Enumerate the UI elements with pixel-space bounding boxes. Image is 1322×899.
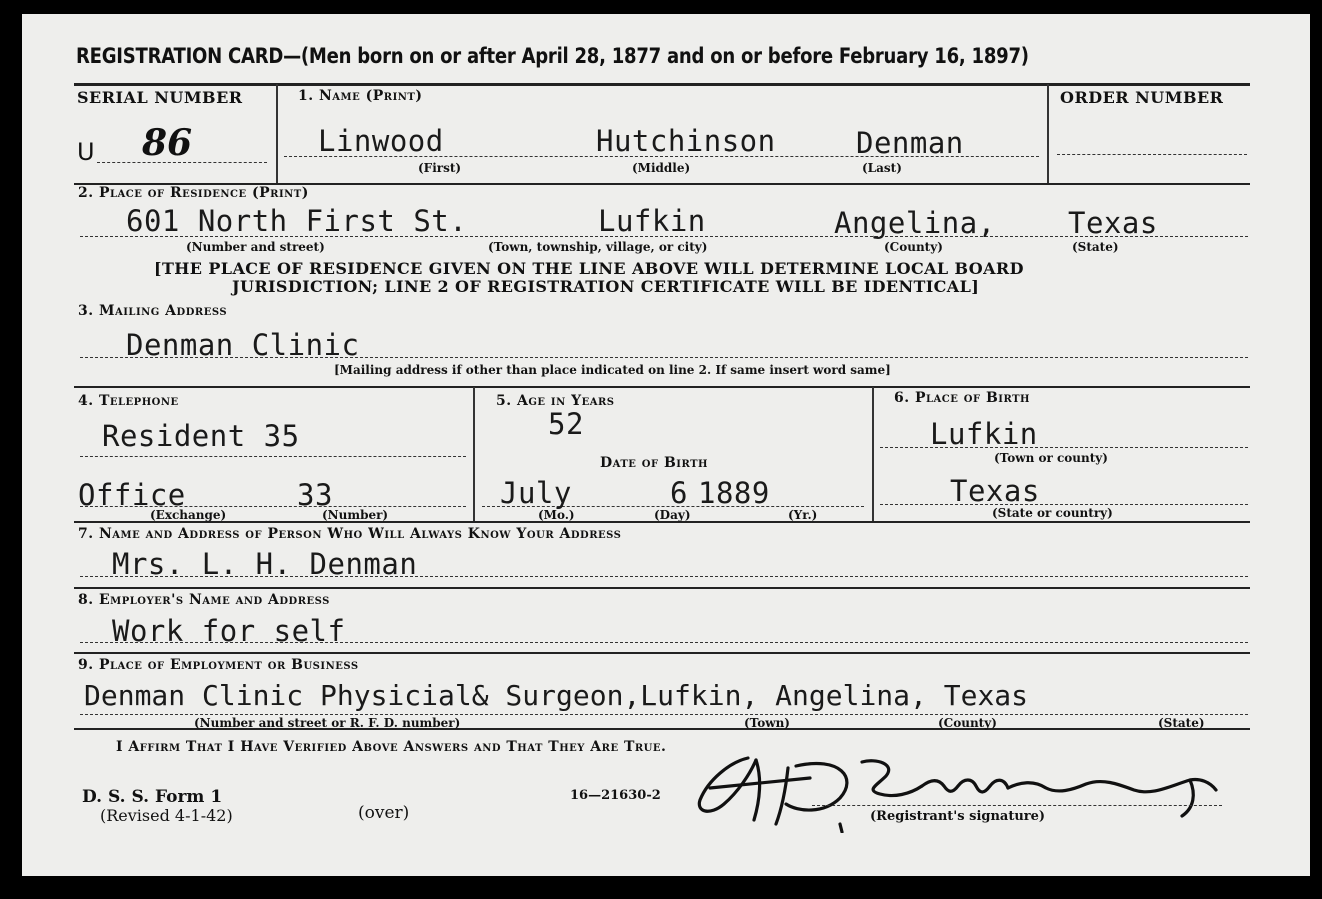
birthplace-state: Texas bbox=[950, 474, 1040, 508]
rule-after-contact bbox=[74, 587, 1250, 589]
card-title: REGISTRATION CARD—(Men born on or after April 28, 1877 and on or before February 16, 1897) bbox=[76, 44, 1029, 68]
residence-town-caption: (Town, township, village, or city) bbox=[488, 240, 708, 254]
contact-value: Mrs. L. H. Denman bbox=[112, 547, 418, 581]
name-first: Linwood bbox=[318, 124, 444, 158]
birthplace-town: Lufkin bbox=[930, 417, 1038, 451]
form-number: D. S. S. Form 1 bbox=[82, 787, 223, 807]
name-last: Denman bbox=[856, 126, 964, 160]
residence-town: Lufkin bbox=[598, 204, 706, 238]
dob-month: July bbox=[500, 476, 572, 510]
serial-value: 86 bbox=[142, 122, 193, 164]
name-middle-caption: (Middle) bbox=[632, 161, 691, 175]
employment-line bbox=[80, 714, 1248, 715]
divider-birth bbox=[872, 387, 874, 521]
telephone-number: 33 bbox=[297, 478, 333, 512]
employment-value: Denman Clinic Physicial& Surgeon,Lufkin, Angelina, Texas bbox=[84, 679, 1029, 712]
name-first-caption: (First) bbox=[418, 161, 462, 175]
telephone-exchange-caption: (Exchange) bbox=[150, 508, 227, 522]
age-label: 5. Age in Years bbox=[496, 393, 615, 409]
residence-county: Angelina, bbox=[834, 206, 996, 240]
contact-label: 7. Name and Address of Person Who Will Always Know Your Address bbox=[78, 526, 622, 542]
name-last-caption: (Last) bbox=[862, 161, 902, 175]
telephone-line1 bbox=[80, 456, 466, 457]
name-middle: Hutchinson bbox=[596, 124, 776, 158]
mailing-caption: [Mailing address if other than place indicated on line 2. If same insert word same] bbox=[334, 363, 891, 377]
employment-street-caption: (Number and street or R. F. D. number) bbox=[194, 716, 461, 730]
signature-line bbox=[812, 805, 1222, 806]
telephone-label: 4. Telephone bbox=[78, 393, 179, 409]
form-revised: (Revised 4-1-42) bbox=[100, 806, 233, 825]
dob-year-caption: (Yr.) bbox=[788, 508, 818, 522]
registration-card bbox=[22, 14, 1310, 876]
telephone-exchange: Office bbox=[78, 478, 186, 512]
employment-state-caption: (State) bbox=[1158, 716, 1205, 730]
rule-after-mailing bbox=[74, 386, 1250, 388]
birthplace-state-caption: (State or country) bbox=[992, 506, 1113, 520]
dob-day: 6 bbox=[670, 476, 688, 510]
age-value: 52 bbox=[548, 407, 584, 441]
over-note: (over) bbox=[358, 803, 410, 823]
serial-prefix: U bbox=[77, 138, 95, 166]
telephone-line1-value: Resident 35 bbox=[102, 419, 300, 453]
rule-top bbox=[74, 83, 1250, 86]
mailing-value: Denman Clinic bbox=[126, 328, 360, 362]
dob-month-caption: (Mo.) bbox=[538, 508, 575, 522]
residence-notice-line1: [THE PLACE OF RESIDENCE GIVEN ON THE LINE ABOVE WILL DETERMINE LOCAL BOARD bbox=[154, 259, 1024, 278]
order-line bbox=[1057, 154, 1247, 155]
residence-state: Texas bbox=[1068, 206, 1158, 240]
residence-county-caption: (County) bbox=[884, 240, 943, 254]
residence-street-caption: (Number and street) bbox=[186, 240, 325, 254]
rule-after-employer bbox=[74, 652, 1250, 654]
order-label: ORDER NUMBER bbox=[1060, 88, 1224, 107]
telephone-number-caption: (Number) bbox=[322, 508, 389, 522]
signature-caption: (Registrant's signature) bbox=[870, 809, 1046, 824]
birthplace-label: 6. Place of Birth bbox=[894, 390, 1030, 406]
employer-label: 8. Employer's Name and Address bbox=[78, 592, 330, 608]
serial-label: SERIAL NUMBER bbox=[77, 88, 243, 107]
divider-age bbox=[473, 387, 475, 521]
dob-label: Date of Birth bbox=[600, 455, 709, 471]
residence-notice-line2: JURISDICTION; LINE 2 OF REGISTRATION CERTIFICATE WILL BE IDENTICAL] bbox=[232, 277, 980, 296]
residence-state-caption: (State) bbox=[1072, 240, 1119, 254]
employment-label: 9. Place of Employment or Business bbox=[78, 657, 359, 673]
employment-county-caption: (County) bbox=[938, 716, 997, 730]
print-code: 16—21630-2 bbox=[570, 788, 661, 803]
birthplace-town-caption: (Town or county) bbox=[994, 451, 1108, 465]
residence-label: 2. Place of Residence (Print) bbox=[78, 185, 309, 201]
employer-value: Work for self bbox=[112, 614, 346, 648]
name-label: 1. Name (Print) bbox=[298, 88, 423, 104]
divider-serial bbox=[276, 84, 278, 183]
employment-town-caption: (Town) bbox=[744, 716, 790, 730]
divider-order bbox=[1047, 84, 1049, 183]
dob-day-caption: (Day) bbox=[654, 508, 691, 522]
birthplace-state-line bbox=[880, 504, 1248, 505]
mailing-label: 3. Mailing Address bbox=[78, 303, 228, 319]
affirmation-text: I Affirm That I Have Verified Above Answers and That They Are True. bbox=[116, 739, 667, 755]
residence-street: 601 North First St. bbox=[126, 204, 468, 238]
dob-year: 1889 bbox=[698, 476, 770, 510]
